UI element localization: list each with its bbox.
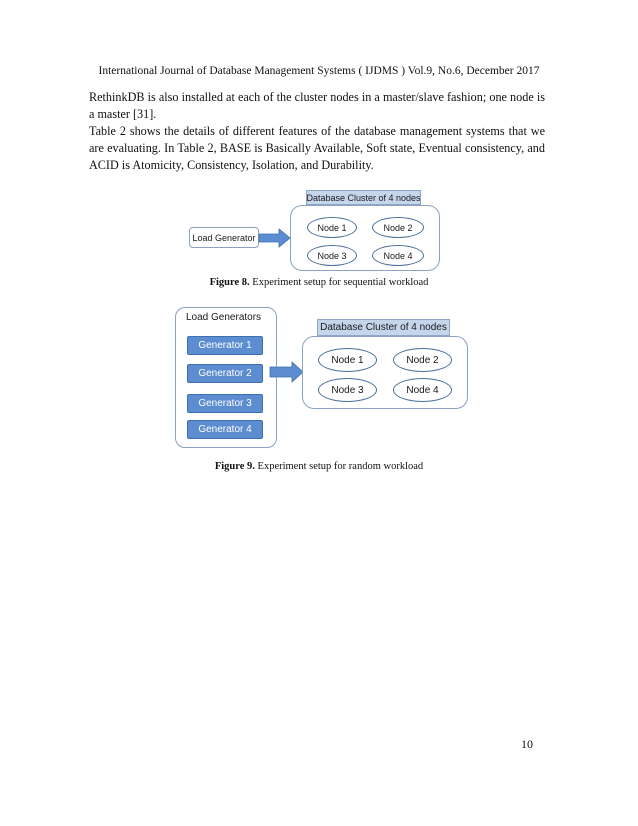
page-number: 10 <box>521 737 533 751</box>
fig9-generator-2: Generator 2 <box>187 364 263 383</box>
fig8-node-1: Node 1 <box>307 217 357 238</box>
fig8-node-3: Node 3 <box>307 245 357 266</box>
fig9-caption-text: Experiment setup for random workload <box>254 461 424 472</box>
fig9-generator-3: Generator 3 <box>187 394 263 413</box>
fig9-generators-title: Load Generators <box>186 312 262 323</box>
fig8-arrow-icon <box>259 228 291 248</box>
fig9-cluster-box <box>302 336 468 409</box>
fig8-caption-text: Experiment setup for sequential workload <box>249 277 429 288</box>
fig9-node-2: Node 2 <box>393 348 452 372</box>
fig8-node-4: Node 4 <box>372 245 424 266</box>
fig8-cluster-box <box>290 205 440 271</box>
fig8-caption-label: Figure 8. <box>209 277 250 288</box>
fig9-caption-label: Figure 9. <box>214 461 255 472</box>
fig8-caption <box>0 277 638 288</box>
fig9-generator-4: Generator 4 <box>187 420 263 439</box>
fig8-cluster-label: Database Cluster of 4 nodes <box>306 190 421 205</box>
fig9-node-1: Node 1 <box>318 348 377 372</box>
fig9-node-3: Node 3 <box>318 378 377 402</box>
fig9-arrow-icon <box>270 361 304 383</box>
fig9-node-4: Node 4 <box>393 378 452 402</box>
fig9-caption <box>0 461 638 472</box>
fig9-cluster-label: Database Cluster of 4 nodes <box>317 319 450 336</box>
paragraph-table2: Table 2 shows the details of different features of the database management systems that we are evaluating. In Table 2, BASE is Basically Available, Soft state, Eventual consistency, and ACID is Atomicity, Consistency, Isolation, and Durability. <box>89 124 545 172</box>
fig9-generator-1: Generator 1 <box>187 336 263 355</box>
paragraph-rethinkdb: RethinkDB is also installed at each of the cluster nodes in a master/slave fashion; one node is a master [31]. <box>89 90 545 121</box>
fig8-load-generator: Load Generator <box>189 227 259 248</box>
fig9-generators-box <box>175 307 277 448</box>
journal-header: International Journal of Database Management Systems ( IJDMS ) Vol.9, No.6, December 2017 <box>98 65 540 77</box>
fig8-node-2: Node 2 <box>372 217 424 238</box>
